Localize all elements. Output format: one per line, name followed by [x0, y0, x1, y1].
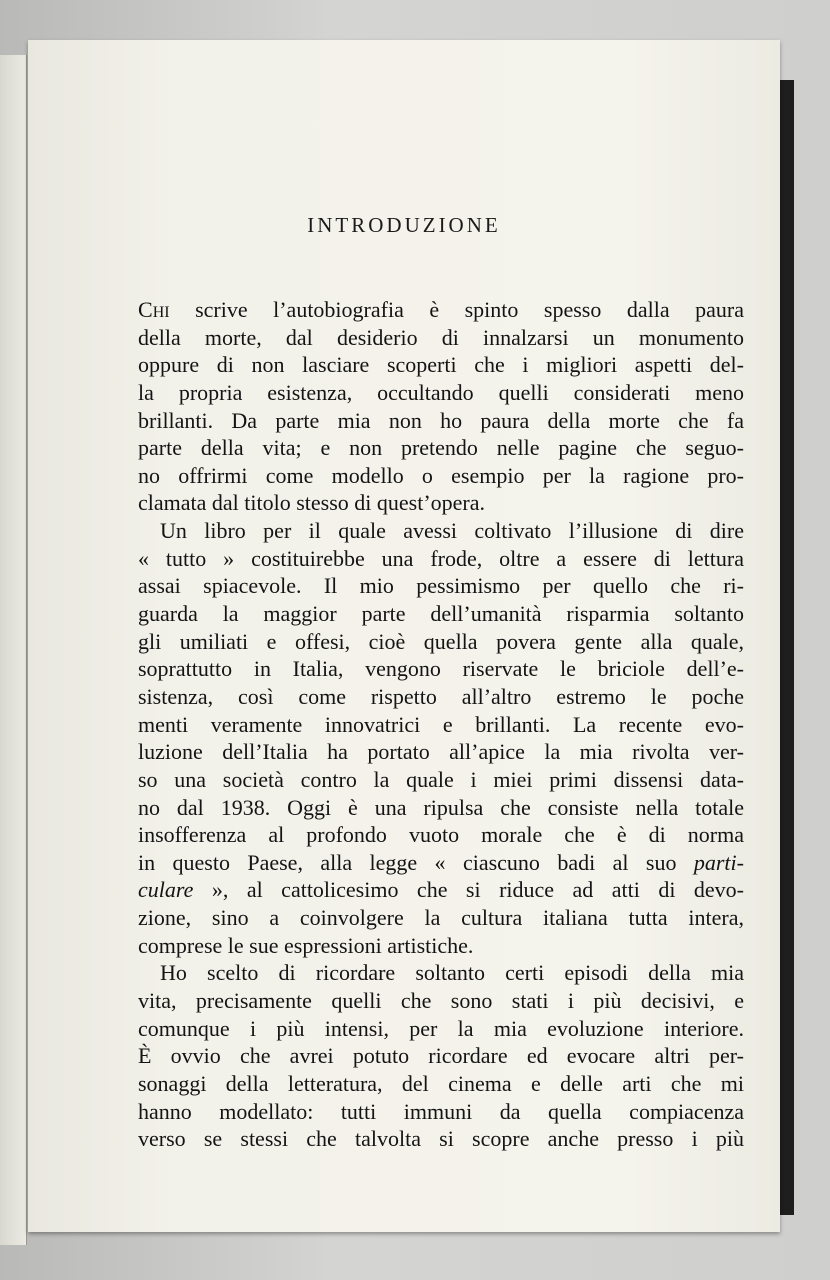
- text-line: [138, 1015, 744, 1043]
- text-line: [138, 821, 744, 849]
- text-segment: Un libro per il quale avessi coltivato l’illusione di dire: [160, 518, 744, 544]
- text-line: [138, 1125, 744, 1153]
- text-segment: assai spiacevole. Il mio pessimismo per quello che ri-: [138, 573, 744, 599]
- text-line: [138, 434, 744, 462]
- text-segment: zione, sino a coinvolgere la cultura italiana tutta intera,: [138, 905, 744, 931]
- text-segment: soprattutto in Italia, vengono riservate le briciole dell’e-: [138, 656, 744, 682]
- book-page: [28, 40, 780, 1232]
- text-line: [138, 987, 744, 1015]
- text-line: [138, 959, 744, 987]
- text-line: [138, 351, 744, 379]
- text-line: [138, 572, 744, 600]
- text-segment: insofferenza al profondo vuoto morale che è di norma: [138, 822, 744, 848]
- text-segment: menti veramente innovatrici e brillanti. La recente evo-: [138, 711, 744, 737]
- text-segment: Ho scelto di ricordare soltanto certi episodi della mia: [160, 960, 744, 986]
- text-line: [138, 655, 744, 683]
- chapter-title: INTRODUZIONE: [307, 213, 501, 237]
- text-line: [138, 600, 744, 628]
- text-segment: « tutto » costituirebbe una frode, oltre a essere di lettura: [138, 545, 744, 571]
- text-segment: no offrirmi come modello o esempio per la ragione pro-: [138, 462, 744, 488]
- body-text: [138, 296, 744, 1153]
- text-segment: so una società contro la quale i miei primi dissensi data-: [138, 766, 744, 792]
- text-segment: parte della vita; e non pretendo nelle pagine che seguo-: [138, 435, 744, 461]
- text-line: [138, 932, 744, 960]
- text-line: [138, 628, 744, 656]
- text-line: [138, 489, 744, 517]
- text-segment: sonaggi della letteratura, del cinema e delle arti che mi: [138, 1070, 744, 1096]
- text-line: [138, 407, 744, 435]
- text-line: [138, 324, 744, 352]
- text-segment: », al cattolicesimo che si riduce ad atti di devo-: [193, 877, 744, 903]
- text-line: [138, 683, 744, 711]
- text-line: [138, 1070, 744, 1098]
- text-segment: C: [138, 297, 153, 322]
- text-line: [138, 711, 744, 739]
- text-segment: brillanti. Da parte mia non ho paura della morte che fa: [138, 407, 744, 433]
- text-line: [138, 1098, 744, 1126]
- text-line: [138, 462, 744, 490]
- italic-text: parti-: [693, 849, 744, 875]
- text-segment: hanno modellato: tutti immuni da quella compiacenza: [138, 1098, 744, 1124]
- text-segment: vita, precisamente quelli che sono stati i più decisivi, e: [138, 988, 744, 1014]
- text-segment: sistenza, così come rispetto all’altro estremo le poche: [138, 683, 744, 709]
- text-segment: scrive l’autobiografia è spinto spesso dalla paura: [169, 297, 744, 322]
- text-line: [138, 876, 744, 904]
- text-line: [138, 545, 744, 573]
- text-segment: È ovvio che avrei potuto ricordare ed evocare altri per-: [138, 1043, 744, 1069]
- text-line: [138, 794, 744, 822]
- text-segment: la propria esistenza, occultando quelli considerati meno: [138, 379, 744, 405]
- text-line: [138, 738, 744, 766]
- left-page-edge: [0, 55, 27, 1245]
- text-line: [138, 296, 744, 324]
- text-segment: no dal 1938. Oggi è una ripulsa che consiste nella totale: [138, 794, 744, 820]
- text-segment: oppure di non lasciare scoperti che i migliori aspetti del-: [138, 352, 744, 378]
- text-line: [138, 1042, 744, 1070]
- text-segment: gli umiliati e offesi, cioè quella povera gente alla quale,: [138, 628, 744, 654]
- text-segment: HI: [152, 304, 170, 321]
- text-segment: luzione dell’Italia ha portato all’apice la mia rivolta ver-: [138, 739, 744, 765]
- text-segment: in questo Paese, alla legge « ciascuno badi al suo: [138, 849, 694, 875]
- italic-text: culare: [138, 877, 194, 903]
- text-segment: clamata dal titolo stesso di quest’opera.: [138, 490, 486, 516]
- text-segment: guarda la maggior parte dell’umanità risparmia soltanto: [138, 601, 744, 627]
- text-line: [138, 849, 744, 877]
- text-line: [138, 517, 744, 545]
- text-segment: comprese le sue espressioni artistiche.: [138, 932, 474, 958]
- text-segment: comunque i più intensi, per la mia evoluzione interiore.: [138, 1015, 744, 1041]
- text-segment: verso se stessi che talvolta si scopre anche presso i più: [138, 1126, 744, 1152]
- text-line: [138, 904, 744, 932]
- text-line: [138, 379, 744, 407]
- text-segment: della morte, dal desiderio di innalzarsi un monumento: [138, 324, 744, 350]
- text-line: [138, 766, 744, 794]
